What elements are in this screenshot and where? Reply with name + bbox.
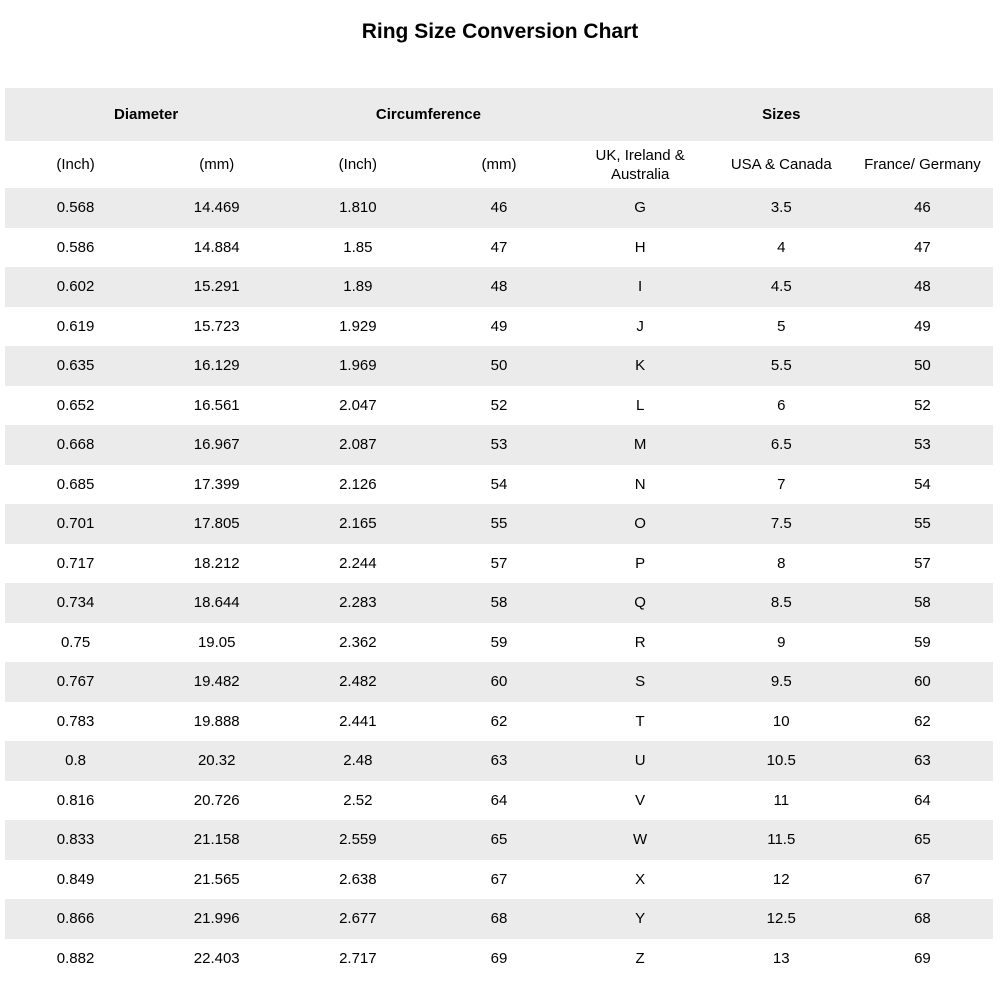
table-cell: 14.884 bbox=[193, 238, 240, 256]
table-cell: 0.619 bbox=[56, 317, 95, 335]
table-cell: 11.5 bbox=[711, 820, 852, 860]
table-cell: 0.816 bbox=[56, 791, 95, 809]
table-cell: 19.482 bbox=[146, 662, 287, 702]
table-cell: 1.89 bbox=[287, 267, 428, 307]
table-cell: 0.866 bbox=[5, 899, 146, 939]
table-row bbox=[5, 860, 993, 900]
column-header-1: (mm) bbox=[146, 141, 287, 188]
table-cell: 15.291 bbox=[146, 267, 287, 307]
table-cell: 69 bbox=[914, 949, 931, 967]
table-cell: 17.399 bbox=[193, 475, 240, 493]
table-cell: 2.165 bbox=[287, 504, 428, 544]
table-cell: 21.158 bbox=[146, 820, 287, 860]
table-cell: I bbox=[570, 267, 711, 307]
table-cell: 0.635 bbox=[5, 346, 146, 386]
table-row bbox=[5, 583, 993, 623]
table-cell: 68 bbox=[428, 899, 569, 939]
table-cell: 2.126 bbox=[339, 475, 377, 493]
table-cell: V bbox=[635, 791, 646, 809]
table-cell: P bbox=[635, 554, 646, 572]
table-cell: 48 bbox=[852, 267, 993, 307]
ring-size-conversion-table bbox=[5, 88, 993, 978]
table-cell: 53 bbox=[852, 425, 993, 465]
table-cell: 63 bbox=[428, 741, 569, 781]
table-cell: 9 bbox=[777, 633, 786, 651]
table-cell: 0.783 bbox=[56, 712, 95, 730]
table-cell: 53 bbox=[428, 425, 569, 465]
table-cell: Z bbox=[635, 949, 645, 967]
table-cell: T bbox=[635, 712, 645, 730]
table-cell: 62 bbox=[490, 712, 508, 730]
table-cell: 7.5 bbox=[711, 504, 852, 544]
table-row bbox=[5, 939, 993, 979]
table-cell: 15.723 bbox=[193, 317, 240, 335]
table-cell: 0.568 bbox=[5, 188, 146, 228]
table-cell: 1.810 bbox=[287, 188, 428, 228]
table-cell: J bbox=[636, 317, 644, 335]
table-cell: 2.283 bbox=[287, 583, 428, 623]
group-header-circumference: Circumference bbox=[287, 88, 569, 141]
table-cell: 16.967 bbox=[146, 425, 287, 465]
table-cell: 59 bbox=[914, 633, 931, 651]
table-cell: 4 bbox=[777, 238, 786, 256]
table-cell: 3.5 bbox=[711, 188, 852, 228]
table-cell: 50 bbox=[428, 346, 569, 386]
table-row bbox=[5, 544, 993, 584]
table-cell: 0.767 bbox=[5, 662, 146, 702]
table-cell: W bbox=[570, 820, 711, 860]
table-cell: 46 bbox=[428, 188, 569, 228]
table-cell: 16.561 bbox=[193, 396, 240, 414]
table-cell: 54 bbox=[914, 475, 931, 493]
table-cell: 55 bbox=[428, 504, 569, 544]
table-cell: 55 bbox=[852, 504, 993, 544]
table-cell: 67 bbox=[914, 870, 931, 888]
table-cell: 67 bbox=[490, 870, 508, 888]
table-cell: 52 bbox=[914, 396, 931, 414]
page-title: Ring Size Conversion Chart bbox=[361, 20, 639, 43]
table-cell: 22.403 bbox=[193, 949, 240, 967]
table-cell: 17.805 bbox=[146, 504, 287, 544]
column-header-0: (Inch) bbox=[5, 141, 146, 188]
table-row bbox=[5, 741, 993, 781]
table-cell: 9.5 bbox=[711, 662, 852, 702]
table-cell: 0.652 bbox=[56, 396, 95, 414]
table-cell: 60 bbox=[852, 662, 993, 702]
table-row bbox=[5, 781, 993, 821]
table-cell: 57 bbox=[490, 554, 508, 572]
table-cell: 65 bbox=[428, 820, 569, 860]
table-cell: 2.047 bbox=[339, 396, 377, 414]
table-cell: 7 bbox=[777, 475, 786, 493]
table-cell: 6 bbox=[777, 396, 786, 414]
table-cell: 47 bbox=[914, 238, 931, 256]
table-cell: H bbox=[634, 238, 646, 256]
table-cell: M bbox=[570, 425, 711, 465]
table-cell: 2.52 bbox=[343, 791, 373, 809]
table-cell: S bbox=[570, 662, 711, 702]
table-cell: 1.929 bbox=[339, 317, 377, 335]
table-cell: 62 bbox=[914, 712, 931, 730]
table-cell: 0.833 bbox=[5, 820, 146, 860]
table-cell: 57 bbox=[914, 554, 931, 572]
table-cell: 0.75 bbox=[60, 633, 91, 651]
table-body bbox=[5, 188, 993, 978]
table-cell: 12 bbox=[772, 870, 790, 888]
table-cell: 52 bbox=[490, 396, 508, 414]
table-row bbox=[5, 267, 993, 307]
table-cell: 20.32 bbox=[146, 741, 287, 781]
table-cell: 4.5 bbox=[711, 267, 852, 307]
column-header-6: France/ Germany bbox=[852, 141, 993, 188]
group-header-diameter: Diameter bbox=[5, 88, 287, 141]
table-cell: 48 bbox=[428, 267, 569, 307]
table-cell: 14.469 bbox=[146, 188, 287, 228]
table-cell: 0.602 bbox=[5, 267, 146, 307]
table-row bbox=[5, 228, 993, 268]
table-row bbox=[5, 504, 993, 544]
column-header-2: (Inch) bbox=[287, 141, 428, 188]
table-cell: 60 bbox=[428, 662, 569, 702]
table-row bbox=[5, 346, 993, 386]
table-cell: 0.668 bbox=[5, 425, 146, 465]
table-cell: 0.849 bbox=[56, 870, 95, 888]
table-cell: 0.717 bbox=[56, 554, 95, 572]
table-cell: 18.644 bbox=[146, 583, 287, 623]
table-cell: 13 bbox=[772, 949, 790, 967]
table-cell: 2.638 bbox=[339, 870, 377, 888]
table-cell: 2.717 bbox=[339, 949, 377, 967]
table-cell: 10.5 bbox=[711, 741, 852, 781]
table-cell: 69 bbox=[490, 949, 508, 967]
table-cell: 8 bbox=[777, 554, 786, 572]
table-cell: 2.48 bbox=[287, 741, 428, 781]
table-cell: 46 bbox=[852, 188, 993, 228]
table-cell: 19.05 bbox=[197, 633, 236, 651]
table-cell: 18.212 bbox=[193, 554, 240, 572]
column-header-row bbox=[5, 141, 993, 188]
table-cell: 68 bbox=[852, 899, 993, 939]
table-cell: 1.85 bbox=[343, 238, 373, 256]
table-cell: 1.969 bbox=[287, 346, 428, 386]
table-cell: R bbox=[634, 633, 646, 651]
table-cell: N bbox=[634, 475, 646, 493]
table-head bbox=[5, 88, 993, 188]
table-row bbox=[5, 465, 993, 505]
table-cell: 10 bbox=[772, 712, 790, 730]
table-cell: 5 bbox=[777, 317, 786, 335]
table-cell: 50 bbox=[852, 346, 993, 386]
table-cell: 0.882 bbox=[56, 949, 95, 967]
table-row bbox=[5, 899, 993, 939]
table-row bbox=[5, 386, 993, 426]
table-cell: 54 bbox=[490, 475, 508, 493]
table-cell: 65 bbox=[852, 820, 993, 860]
table-cell: X bbox=[635, 870, 646, 888]
table-cell: 0.734 bbox=[5, 583, 146, 623]
table-cell: 2.362 bbox=[339, 633, 377, 651]
table-cell: 19.888 bbox=[193, 712, 240, 730]
table-cell: 11 bbox=[773, 791, 790, 809]
table-cell: 58 bbox=[852, 583, 993, 623]
column-header-5: USA & Canada bbox=[711, 141, 852, 188]
table-cell: 2.244 bbox=[339, 554, 377, 572]
table-row bbox=[5, 662, 993, 702]
table-row bbox=[5, 623, 993, 663]
table-cell: O bbox=[570, 504, 711, 544]
table-cell: 49 bbox=[490, 317, 508, 335]
table-cell: K bbox=[570, 346, 711, 386]
table-cell: 20.726 bbox=[193, 791, 240, 809]
table-cell: 63 bbox=[852, 741, 993, 781]
table-row bbox=[5, 188, 993, 228]
table-cell: 49 bbox=[914, 317, 931, 335]
table-cell: Q bbox=[570, 583, 711, 623]
table-cell: Y bbox=[570, 899, 711, 939]
column-header-3: (mm) bbox=[428, 141, 569, 188]
table-cell: 58 bbox=[428, 583, 569, 623]
table-cell: 16.129 bbox=[146, 346, 287, 386]
column-header-4: UK, Ireland & Australia bbox=[570, 141, 711, 188]
group-header-row bbox=[5, 88, 993, 141]
table-cell: L bbox=[635, 396, 645, 414]
table-cell: G bbox=[570, 188, 711, 228]
table-cell: 21.565 bbox=[193, 870, 240, 888]
table-cell: 2.441 bbox=[339, 712, 377, 730]
table-row bbox=[5, 307, 993, 347]
table-cell: 64 bbox=[914, 791, 931, 809]
table-cell: 5.5 bbox=[711, 346, 852, 386]
table-cell: 0.8 bbox=[5, 741, 146, 781]
table-cell: 2.559 bbox=[287, 820, 428, 860]
table-cell: 47 bbox=[490, 238, 508, 256]
table-cell: 12.5 bbox=[711, 899, 852, 939]
table-cell: 0.586 bbox=[56, 238, 95, 256]
table-cell: 2.482 bbox=[287, 662, 428, 702]
table-cell: 0.685 bbox=[56, 475, 95, 493]
table-cell: 0.701 bbox=[5, 504, 146, 544]
table-cell: 64 bbox=[490, 791, 508, 809]
table-cell: 21.996 bbox=[146, 899, 287, 939]
table-row bbox=[5, 820, 993, 860]
group-header-sizes: Sizes bbox=[570, 88, 993, 141]
table-cell: U bbox=[570, 741, 711, 781]
table-cell: 6.5 bbox=[711, 425, 852, 465]
table-cell: 59 bbox=[490, 633, 508, 651]
table-cell: 2.677 bbox=[287, 899, 428, 939]
table-row bbox=[5, 425, 993, 465]
table-cell: 2.087 bbox=[287, 425, 428, 465]
table-row bbox=[5, 702, 993, 742]
table-cell: 8.5 bbox=[711, 583, 852, 623]
